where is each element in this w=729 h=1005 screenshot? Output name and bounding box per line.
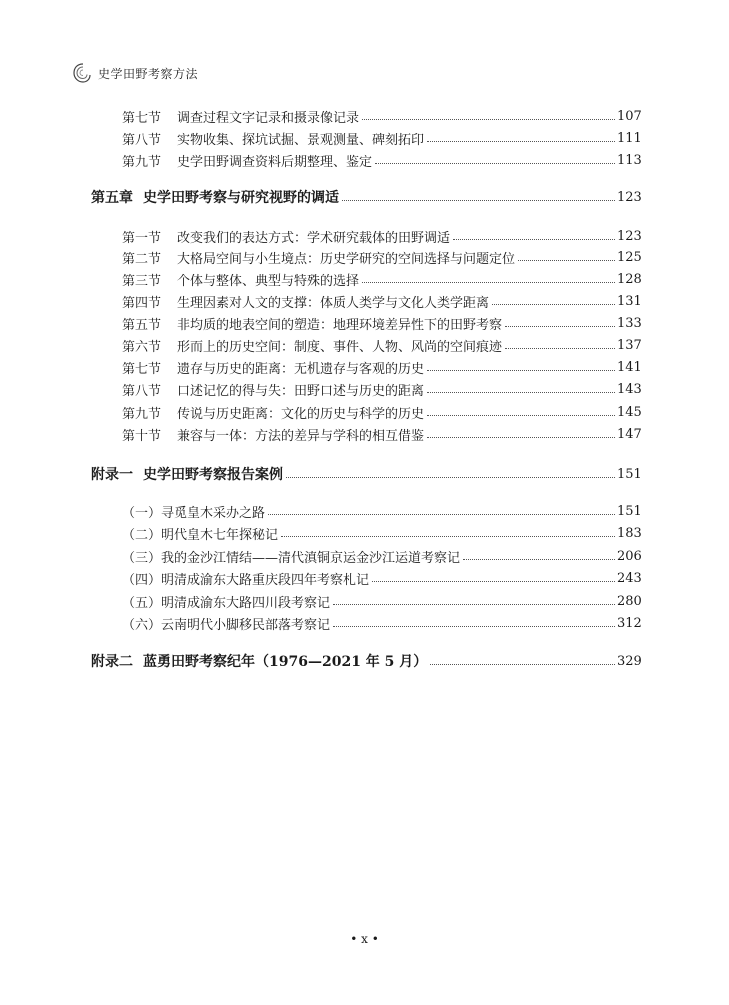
appendix-heading[interactable] xyxy=(0,464,642,484)
toc-entry[interactable] xyxy=(0,546,642,566)
toc-entry[interactable] xyxy=(0,313,642,333)
chapter-page: 123 xyxy=(617,189,642,205)
appendix-page: 151 xyxy=(617,466,642,482)
appendix-title: 史学田野考察报告案例 xyxy=(143,467,283,483)
toc-entry[interactable] xyxy=(0,128,642,148)
toc-entry-page: 145 xyxy=(617,404,642,420)
chapter-heading[interactable] xyxy=(0,187,642,207)
toc-entry[interactable] xyxy=(0,150,642,170)
toc-entry-page: 133 xyxy=(617,315,642,331)
toc-entry-title: 口述记忆的得与失：田野口述与历史的距离 xyxy=(177,383,425,399)
page-number: • x • xyxy=(350,932,379,946)
dot-leader xyxy=(281,535,615,537)
toc-entry-title: （五）明清成渝东大路四川段考察记 xyxy=(122,595,331,611)
toc-entry-title: （四）明清成渝东大路重庆段四年考察札记 xyxy=(122,572,370,588)
toc-entry-label: 第七节 xyxy=(122,110,162,126)
toc-entry-label: 第八节 xyxy=(122,132,162,148)
dot-leader xyxy=(342,199,615,201)
toc-entry[interactable] xyxy=(0,591,642,611)
toc-entry-title: 形而上的历史空间：制度、事件、人物、风尚的空间痕迹 xyxy=(177,339,503,355)
dot-leader xyxy=(430,663,615,665)
dot-leader xyxy=(463,558,615,560)
toc-entry-title: 生理因素对人文的支撑：体质人类学与文化人类学距离 xyxy=(177,295,490,311)
toc-entry-label: 第四节 xyxy=(122,295,162,311)
dot-leader xyxy=(505,325,615,327)
toc-entry[interactable] xyxy=(0,269,642,289)
toc-entry-title: 大格局空间与小生境点：历史学研究的空间选择与问题定位 xyxy=(177,251,516,267)
appendix-label: 附录一 xyxy=(91,467,133,483)
toc-entry-title: 改变我们的表达方式：学术研究载体的田野调适 xyxy=(177,230,451,246)
appendix-label: 附录二 xyxy=(91,654,133,670)
toc-entry-label: 第六节 xyxy=(122,339,162,355)
toc-entry-label: 第三节 xyxy=(122,273,162,289)
dot-leader xyxy=(286,476,615,478)
toc-entry-page: 131 xyxy=(617,293,642,309)
dot-leader xyxy=(427,140,615,142)
toc-entry-title: （一）寻觅皇木采办之路 xyxy=(122,505,266,521)
toc-entry[interactable] xyxy=(0,247,642,267)
toc-entry-title: （二）明代皇木七年探秘记 xyxy=(122,527,279,543)
toc-entry-page: 141 xyxy=(617,359,642,375)
toc-entry[interactable] xyxy=(0,501,642,521)
toc-entry-title: 史学田野调查资料后期整理、鉴定 xyxy=(177,154,373,170)
toc-entry-page: 123 xyxy=(617,228,642,244)
toc-entry[interactable] xyxy=(0,613,642,633)
toc-entry[interactable] xyxy=(0,335,642,355)
toc-entry-page: 183 xyxy=(617,525,642,541)
toc-entry-label: 第十节 xyxy=(122,428,162,444)
dot-leader xyxy=(505,347,615,349)
toc-entry-page: 137 xyxy=(617,337,642,353)
toc-entry[interactable] xyxy=(0,523,642,543)
toc-entry[interactable] xyxy=(0,379,642,399)
toc-entry-page: 111 xyxy=(617,130,642,146)
dot-leader xyxy=(427,414,615,416)
toc-entry-page: 107 xyxy=(617,108,642,124)
toc-entry-page: 143 xyxy=(617,381,642,397)
dot-leader xyxy=(333,625,615,627)
dot-leader xyxy=(362,281,615,283)
toc-entry[interactable] xyxy=(0,402,642,422)
toc-entry[interactable] xyxy=(0,106,642,126)
toc-entry-title: 遗存与历史的距离：无机遗存与客观的历史 xyxy=(177,361,425,377)
dot-leader xyxy=(375,162,615,164)
chapter-title: 史学田野考察与研究视野的调适 xyxy=(143,190,339,206)
toc-entry-title: （三）我的金沙江情结——清代滇铜京运金沙江运道考察记 xyxy=(122,550,461,566)
toc-entry-title: 调查过程文字记录和摄录像记录 xyxy=(177,110,360,126)
chapter-label: 第五章 xyxy=(91,190,133,206)
toc-entry-page: 147 xyxy=(617,426,642,442)
toc-entry-title: 实物收集、探坑试掘、景观测量、碑刻拓印 xyxy=(177,132,425,148)
appendix-heading[interactable] xyxy=(0,651,642,671)
dot-leader xyxy=(333,603,615,605)
toc-entry-page: 113 xyxy=(617,152,642,168)
toc-entry-label: 第二节 xyxy=(122,251,162,267)
dot-leader xyxy=(362,118,615,120)
toc-entry[interactable] xyxy=(0,291,642,311)
toc-entry-page: 312 xyxy=(617,615,642,631)
dot-leader xyxy=(427,369,615,371)
toc-entry-title: 个体与整体、典型与特殊的选择 xyxy=(177,273,360,289)
toc-entry-page: 206 xyxy=(617,548,642,564)
toc-entry-title: （六）云南明代小脚移民部落考察记 xyxy=(122,617,331,633)
book-title: 史学田野考察方法 xyxy=(98,66,199,81)
toc-entry-title: 传说与历史距离：文化的历史与科学的历史 xyxy=(177,406,425,422)
toc-entry[interactable] xyxy=(0,424,642,444)
dot-leader xyxy=(268,513,615,515)
dot-leader xyxy=(453,238,615,240)
toc-entry[interactable] xyxy=(0,226,642,246)
toc-entry[interactable] xyxy=(0,568,642,588)
toc-entry-label: 第九节 xyxy=(122,154,162,170)
toc-entry-label: 第一节 xyxy=(122,230,162,246)
toc-entry-label: 第五节 xyxy=(122,317,162,333)
toc-entry[interactable] xyxy=(0,357,642,377)
toc-entry-page: 243 xyxy=(617,570,642,586)
dot-leader xyxy=(427,391,615,393)
toc-entry-label: 第七节 xyxy=(122,361,162,377)
toc-entry-label: 第九节 xyxy=(122,406,162,422)
appendix-title: 蓝勇田野考察纪年（1976—2021 年 5 月） xyxy=(143,654,428,670)
toc-entry-label: 第八节 xyxy=(122,383,162,399)
dot-leader xyxy=(492,303,615,305)
appendix-page: 329 xyxy=(617,653,642,669)
toc-entry-page: 151 xyxy=(617,503,642,519)
dot-leader xyxy=(427,436,615,438)
toc-entry-page: 125 xyxy=(617,249,642,265)
dot-leader xyxy=(372,580,615,582)
toc-entry-title: 兼容与一体：方法的差异与学科的相互借鉴 xyxy=(177,428,425,444)
toc-entry-page: 280 xyxy=(617,593,642,609)
toc-entry-page: 128 xyxy=(617,271,642,287)
dot-leader xyxy=(518,259,615,261)
toc-entry-title: 非均质的地表空间的塑造：地理环境差异性下的田野考察 xyxy=(177,317,503,333)
